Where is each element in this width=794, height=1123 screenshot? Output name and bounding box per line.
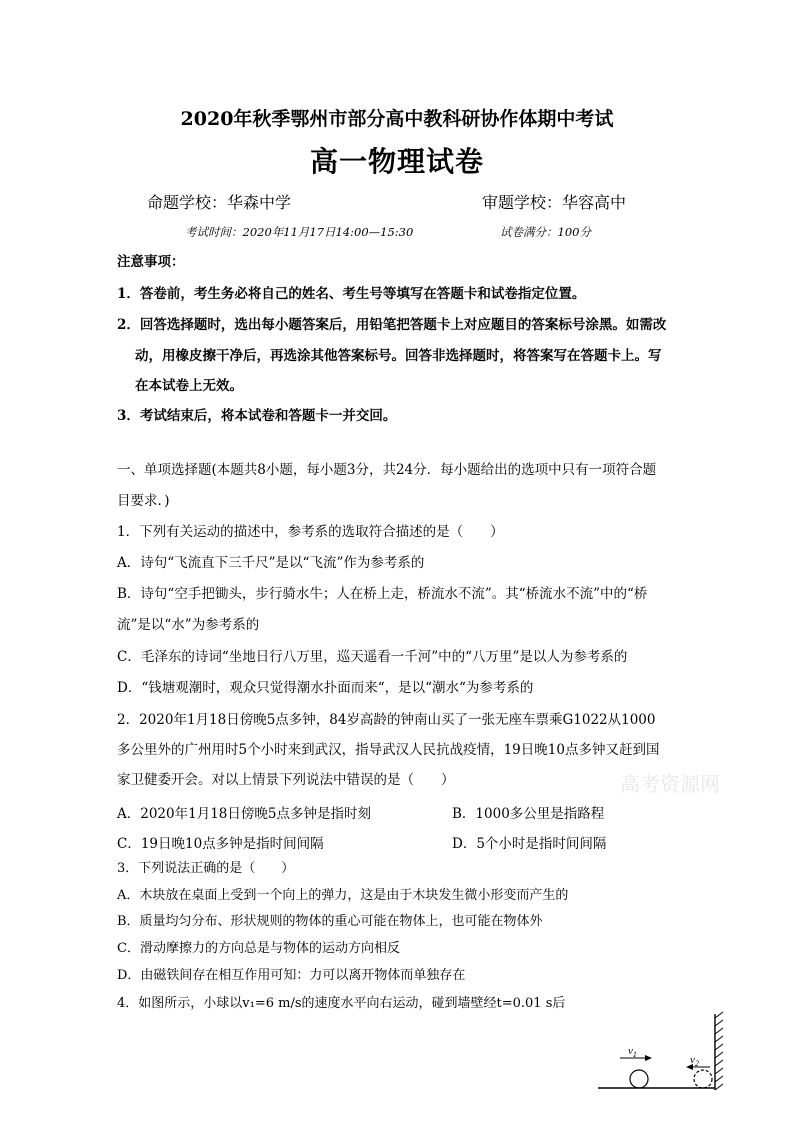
notice-item: 2．回答选择题时，选出每小题答案后，用铅笔把答题卡上对应题目的答案标号涂黑。如需改: [117, 317, 667, 333]
question-2-option-d: D．5个小时是指时间间隔: [452, 836, 607, 852]
question-1-option-b-cont: 流”是以“水”为参考系的: [117, 617, 260, 633]
wall-hatching-icon: [715, 1012, 723, 1090]
question-2-stem-cont: 多公里外的广州用时5个小时来到武汉，指导武汉人民抗战疫情，19日晚10点多钟又赶到国: [117, 742, 660, 758]
exam-time: 考试时间：2020年11月17日14:00—15:30: [185, 225, 414, 239]
reviewer-school: 审题学校：华容高中: [482, 193, 627, 212]
question-2-stem: 2．2020年1月18日傍晚5点多钟，84岁高龄的钟南山买了一张无座车票乘G1022从1000: [117, 712, 656, 728]
question-1-option-d: D．“钱塘观潮时，观众只觉得潮水扑面而来“，是以“潮水“为参考系的: [117, 680, 534, 696]
question-2-stem-cont: 家卫健委开会。对以上情景下列说法中错误的是（ ）: [117, 772, 455, 788]
notice-item: 1．答卷前，考生务必将自己的姓名、考生号等填写在答题卡和试卷指定位置。: [117, 286, 586, 302]
question-4-stem: 4．如图所示，小球以v₁=6 m/s的速度水平向右运动，碰到墙壁经t=0.01 s后: [117, 996, 566, 1011]
v1-label: $v_1$: [628, 1045, 637, 1059]
v2-label: $v_2$: [690, 1054, 699, 1068]
setter-school: 命题学校：华森中学: [147, 193, 292, 212]
exam-title: 2020年秋季鄂州市部分高中教科研协作体期中考试: [180, 108, 614, 130]
question-1-stem: 1．下列有关运动的描述中，参考系的选取符合描述的是（ ）: [117, 524, 504, 540]
notice-heading: 注意事项：: [117, 254, 185, 270]
section-heading: 一、单项选择题(本题共8小题，每小题3分，共24分．每小题给出的选项中只有一项符合题: [117, 462, 657, 478]
question-3-option-a: A．木块放在桌面上受到一个向上的弹力，这是由于木块发生微小形变而产生的: [117, 888, 569, 903]
paper-title: 高一物理试卷: [309, 145, 484, 178]
ball-dashed-icon: [694, 1070, 712, 1088]
ball-wall-figure: [590, 1010, 730, 1100]
question-1-option-b: B．诗句“空手把锄头，步行骑水牛；人在桥上走，桥流水不流”。其“桥流水不流”中的“桥: [117, 586, 648, 602]
question-1-option-a: A．诗句“飞流直下三千尺”是以“飞流”作为参考系的: [117, 555, 425, 571]
notice-item: 动，用橡皮擦干净后，再选涂其他答案标号。回答非选择题时，将答案写在答题卡上。写: [135, 348, 662, 364]
notice-item: 3．考试结束后，将本试卷和答题卡一并交回。: [117, 408, 397, 424]
question-3-option-d: D．由磁铁间存在相互作用可知：力可以离开物体而单独存在: [117, 968, 466, 983]
question-3-option-b: B．质量均匀分布、形状规则的物体的重心可能在物体上，也可能在物体外: [117, 914, 543, 929]
full-score: 试卷满分：100分: [500, 225, 591, 239]
question-2-option-a: A．2020年1月18日傍晚5点多钟是指时刻: [117, 806, 371, 822]
question-3-option-c: C．滑动摩擦力的方向总是与物体的运动方向相反: [117, 941, 400, 956]
question-1-option-c: C．毛泽东的诗词“坐地日行八万里，巡天遥看一千河”中的“八万里”是以人为参考系的: [117, 649, 628, 665]
question-2-option-c: C．19日晚10点多钟是指时间间隔: [117, 836, 324, 852]
arrow-head-right-icon: [645, 1055, 652, 1061]
section-heading-cont: 目要求．): [117, 493, 170, 509]
question-3-stem: 3．下列说法正确的是（ ）: [117, 861, 295, 876]
watermark: 高考资源网: [620, 772, 720, 796]
notice-item: 在本试卷上无效。: [135, 378, 243, 394]
ball-icon: [630, 1070, 648, 1088]
question-2-option-b: B．1000多公里是指路程: [452, 806, 605, 822]
